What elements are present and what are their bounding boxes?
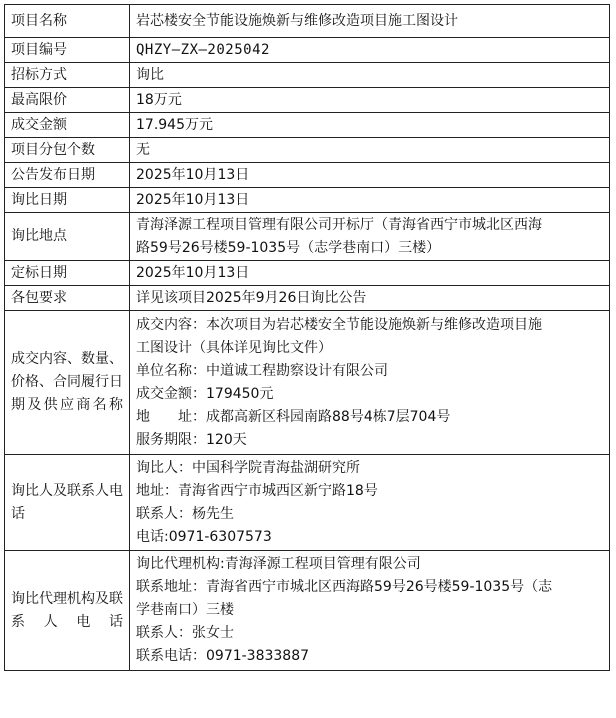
- deal-details-line: 成交金额：179450元: [136, 385, 274, 402]
- deal-details-line: 工图设计（具体详见询比文件）: [136, 339, 332, 356]
- award-date-label: 定标日期: [5, 261, 130, 286]
- award-date-value: [130, 261, 610, 286]
- agency-contact-line: 询比代理机构:青海泽源工程项目管理有限公司: [136, 556, 421, 572]
- inquirer-contact-line: 地址：青海省西宁市城西区新宁路18号: [136, 482, 378, 499]
- max-price-value: [130, 88, 610, 113]
- project-name-line: 岩芯楼安全节能设施焕新与维修改造项目施工图设计: [136, 12, 458, 29]
- project-number-value: [130, 38, 610, 63]
- award-date-line: 2025年10月13日: [136, 264, 250, 281]
- inquiry-location-label: 询比地点: [5, 213, 130, 261]
- agency-contact-line: 联系人：张女士: [136, 625, 234, 641]
- publish-date-label: 公告发布日期: [5, 163, 130, 188]
- award-date-row: [5, 261, 610, 286]
- package-requirements-value: [130, 286, 610, 311]
- deal-details-value: [130, 311, 610, 455]
- agency-contact-line: 学巷南口）三楼: [136, 602, 234, 618]
- agency-contact-row: [5, 551, 610, 671]
- publish-date-row: [5, 163, 610, 188]
- package-count-value: [130, 138, 610, 163]
- inquiry-location-line: 青海泽源工程项目管理有限公司开标厅（青海省西宁市城北区西海: [136, 216, 542, 233]
- inquiry-location-value: [130, 213, 610, 261]
- bidding-method-row: [5, 63, 610, 88]
- package-requirements-row: [5, 286, 610, 311]
- inquiry-location-row: [5, 213, 610, 261]
- deal-details-line: 成交内容：本次项目为岩芯楼安全节能设施焕新与维修改造项目施: [136, 316, 542, 333]
- project-name-row: [5, 5, 610, 38]
- inquiry-location-line: 路59号26号楼59-1035号（志学巷南口）三楼）: [136, 239, 441, 256]
- project-name-value: [130, 5, 610, 38]
- bidding-method-value: [130, 63, 610, 88]
- project-number-line: QHZY—ZX—2025042: [136, 41, 270, 58]
- tender-result-document: [4, 4, 610, 671]
- inquirer-contact-value: [130, 455, 610, 551]
- inquiry-date-value: [130, 188, 610, 213]
- inquiry-date-row: [5, 188, 610, 213]
- package-count-row: [5, 138, 610, 163]
- project-number-label: 项目编号: [5, 38, 130, 63]
- package-requirements-line: 详见该项目2025年9月26日询比公告: [136, 289, 367, 306]
- inquirer-contact-row: [5, 455, 610, 551]
- deal-details-label: 成交内容、数量、价格、合同履行日期及供应商名称: [5, 311, 130, 455]
- tender-info-table: [4, 4, 610, 671]
- deal-details-row: [5, 311, 610, 455]
- max-price-line: 18万元: [136, 91, 182, 108]
- inquirer-contact-line: 电话:0971-6307573: [136, 528, 272, 545]
- inquiry-date-line: 2025年10月13日: [136, 191, 250, 208]
- agency-contact-line: 联系电话：0971-3833887: [136, 648, 310, 664]
- max-price-label: 最高限价: [5, 88, 130, 113]
- max-price-row: [5, 88, 610, 113]
- inquirer-contact-line: 联系人：杨先生: [136, 505, 234, 522]
- deal-details-line: 服务期限：120天: [136, 431, 247, 448]
- inquirer-contact-label: 询比人及联系人电话: [5, 455, 130, 551]
- tender-info-body: [5, 5, 610, 671]
- deal-amount-value: [130, 113, 610, 138]
- agency-contact-label: 询比代理机构及联系人电话: [5, 551, 130, 671]
- deal-details-line: 单位名称：中道诚工程勘察设计有限公司: [136, 362, 388, 379]
- project-number-row: [5, 38, 610, 63]
- bidding-method-label: 招标方式: [5, 63, 130, 88]
- deal-amount-row: [5, 113, 610, 138]
- package-count-line: 无: [136, 141, 150, 158]
- publish-date-value: [130, 163, 610, 188]
- inquirer-contact-line: 询比人：中国科学院青海盐湖研究所: [136, 459, 360, 476]
- inquiry-date-label: 询比日期: [5, 188, 130, 213]
- agency-contact-line: 联系地址：青海省西宁市城北区西海路59号26号楼59-1035号（志: [136, 579, 553, 595]
- project-name-label: 项目名称: [5, 5, 130, 38]
- deal-amount-line: 17.945万元: [136, 116, 213, 133]
- publish-date-line: 2025年10月13日: [136, 166, 250, 183]
- deal-details-line: 地 址：成都高新区科园南路88号4栋7层704号: [136, 408, 451, 425]
- package-count-label: 项目分包个数: [5, 138, 130, 163]
- bidding-method-line: 询比: [136, 66, 164, 83]
- deal-amount-label: 成交金额: [5, 113, 130, 138]
- agency-contact-value: [130, 551, 610, 671]
- package-requirements-label: 各包要求: [5, 286, 130, 311]
